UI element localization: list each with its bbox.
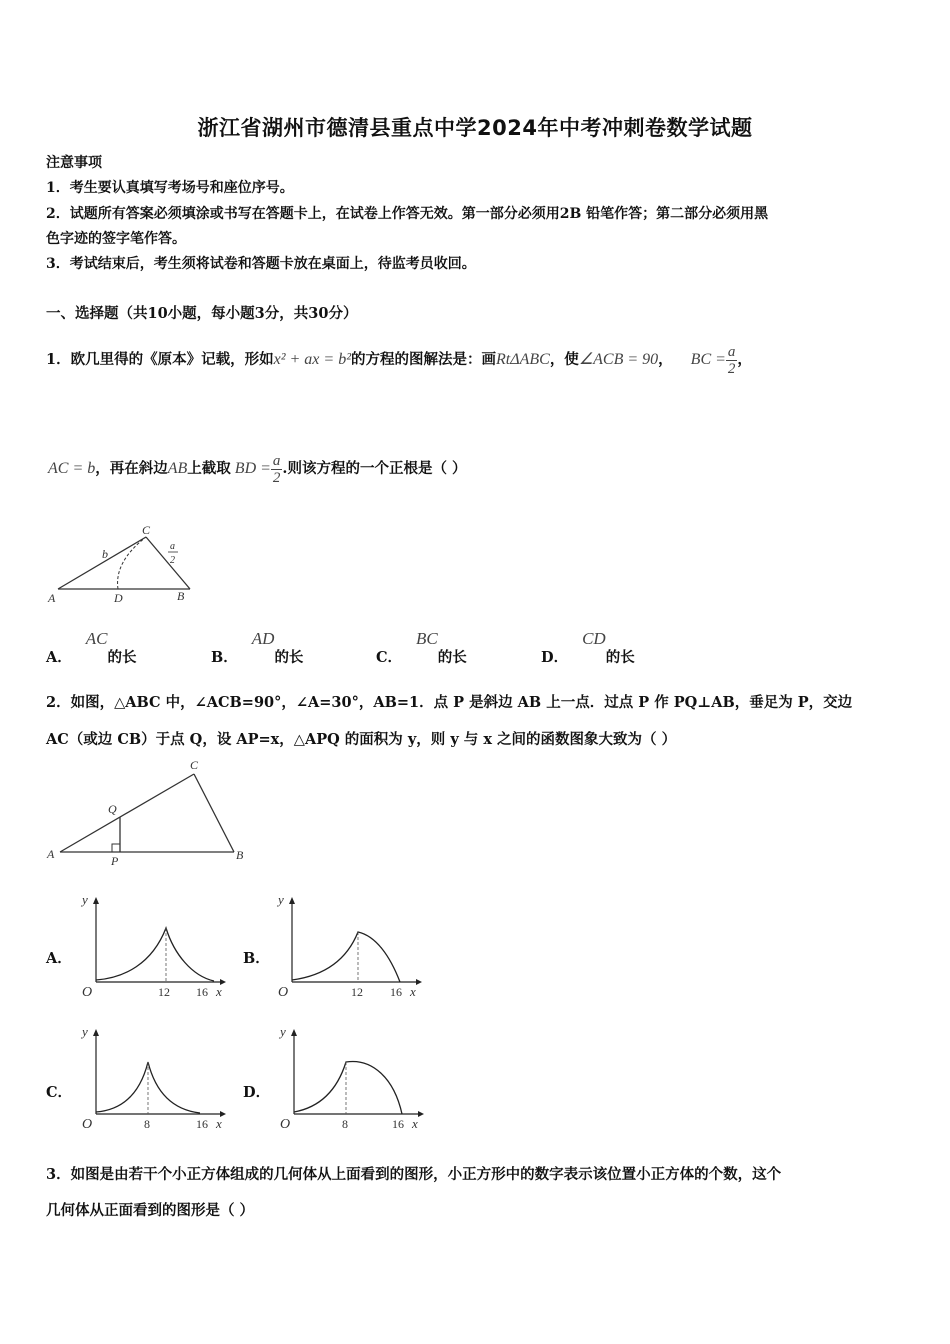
q1-text: ，使 [549,351,579,368]
q1-bd: BD = [234,460,271,477]
y-axis-arrow [93,897,99,904]
q1-ab: AB [167,460,188,477]
curve [292,932,400,982]
origin-label: O [82,1117,93,1132]
y-axis-arrow [289,897,295,904]
side-label-2: 2 [170,555,175,566]
q1-option-c[interactable] [376,628,467,666]
option-letter: D． [541,649,569,666]
q1-option-a[interactable] [46,628,137,666]
segment-cb [194,774,234,852]
option-text: 的长 [107,649,137,666]
option-math: AC [85,629,108,648]
segment-cb [146,537,190,589]
x-label: x [410,984,416,999]
q2-option-a[interactable]: A． [46,950,72,967]
note-item: 2．试题所有答案必须填涂或书写在答题卡上，在试卷上作答无效。第一部分必须用2B 铅笔作答；第二部分必须用黑 [46,206,769,222]
q1-fraction: $\frac{a}{2}$ [272,452,281,486]
peak-label: 8 [342,1117,348,1131]
point-label-q: Q [108,802,117,816]
option-text: 的长 [437,649,467,666]
q2-option-d[interactable]: D． [243,1084,271,1101]
x-axis-arrow [416,979,422,985]
q1-bc: BC = [690,351,726,368]
x-axis-arrow [418,1111,424,1117]
x-label: x [412,1116,418,1131]
point-label-c: C [190,758,199,772]
question-1-line-2 [48,447,467,491]
page-title: 浙江省湖州市德清县重点中学2024年中考冲刺卷数学试题 [197,116,753,140]
question-2-line-1: 2．如图，△ABC 中，∠ACB=90°，∠A=30°，AB=1．点 P 是斜边 AB 上一点．过点 P 作 PQ⊥AB，垂足为 P，交边 [46,694,853,711]
option-letter: C． [376,649,403,666]
origin-label: O [280,1117,291,1132]
y-axis-arrow [93,1029,99,1036]
y-label: y [280,1024,286,1039]
y-label: y [82,892,88,907]
q2-triangle-figure [44,757,250,869]
question-2-line-2: AC（或边 CB）于点 Q，设 AP=x，△APQ 的面积为 y，则 y 与 x 之间的函数图象大致为（ ） [46,731,677,748]
graph-a [74,892,224,1004]
q1-angle: ∠ACB = 90 [578,351,659,368]
option-text: 的长 [605,649,635,666]
graph-d [272,1024,422,1136]
option-text: 的长 [274,649,304,666]
note-item: 1．考生要认真填写考场号和座位序号。 [46,180,294,196]
section-heading: 一、选择题（共10小题，每小题3分，共30分） [46,305,358,322]
side-label-b: b [102,547,108,561]
curve [96,928,214,981]
q1-text: 上截取 [187,460,231,477]
question-3-line-1: 3．如图是由若干个小正方体组成的几何体从上面看到的图形，小正方形中的数字表示该位置小正方体的个数，这个 [46,1166,782,1183]
right-angle-mark [112,844,120,852]
end-label: 16 [196,985,208,999]
end-label: 16 [196,1117,208,1131]
x-label: x [216,1116,222,1131]
x-label: x [216,984,222,999]
side-label-a: a [170,541,175,552]
point-label-d: D [114,591,123,605]
graph-b [272,892,422,1004]
option-math: AD [251,629,275,648]
note-item: 色字迹的签字笔作答。 [46,231,186,247]
q2-option-c[interactable]: C． [46,1084,73,1101]
option-math: CD [582,629,606,648]
point-label-b: B [177,589,185,603]
q1-text: .则该方程的一个正根是（ ） [282,460,467,477]
peak-label: 8 [144,1117,150,1131]
point-label-b: B [236,848,244,862]
note-item: 3．考试结束后，考生须将试卷和答题卡放在桌面上，待监考员收回。 [46,256,476,272]
q2-option-b[interactable]: B． [243,950,270,967]
q1-text: 的方程的图解法是：画 [350,351,496,368]
option-letter: B． [211,649,238,666]
option-letter: A． [46,649,72,666]
point-label-c: C [142,523,151,537]
graph-c [74,1024,224,1136]
peak-label: 12 [351,985,363,999]
q1-triangle: RtΔABC [495,351,550,368]
question-3-line-2: 几何体从正面看到的图形是（ ） [46,1202,255,1219]
q1-option-b[interactable] [211,628,304,666]
y-label: y [278,892,284,907]
option-math: BC [416,629,438,648]
y-label: y [82,1024,88,1039]
origin-label: O [82,985,93,1000]
q1-equation: x² + ax = b² [273,351,351,368]
q1-text: ， [737,351,752,368]
q1-fraction: $\frac{a}{2}$ [727,343,736,377]
peak-label: 12 [158,985,170,999]
notes-heading: 注意事项 [46,155,102,171]
q1-text: ，再在斜边 [95,460,168,477]
question-1-line-1 [46,340,752,380]
y-axis-arrow [291,1029,297,1036]
curve [294,1061,402,1114]
q1-option-d[interactable] [541,628,635,666]
point-label-a: A [48,591,56,605]
point-label-a: A [47,847,55,861]
q1-text: 1．欧几里得的《原本》记载，形如 [46,351,274,368]
q1-ac: AC = b [48,460,96,477]
point-label-p: P [111,854,119,868]
q1-text: ， [658,351,673,368]
segment-ac [60,774,194,852]
segment-ac [58,537,146,589]
q1-triangle-figure [44,522,204,610]
origin-label: O [278,985,289,1000]
end-label: 16 [390,985,402,999]
end-label: 16 [392,1117,404,1131]
